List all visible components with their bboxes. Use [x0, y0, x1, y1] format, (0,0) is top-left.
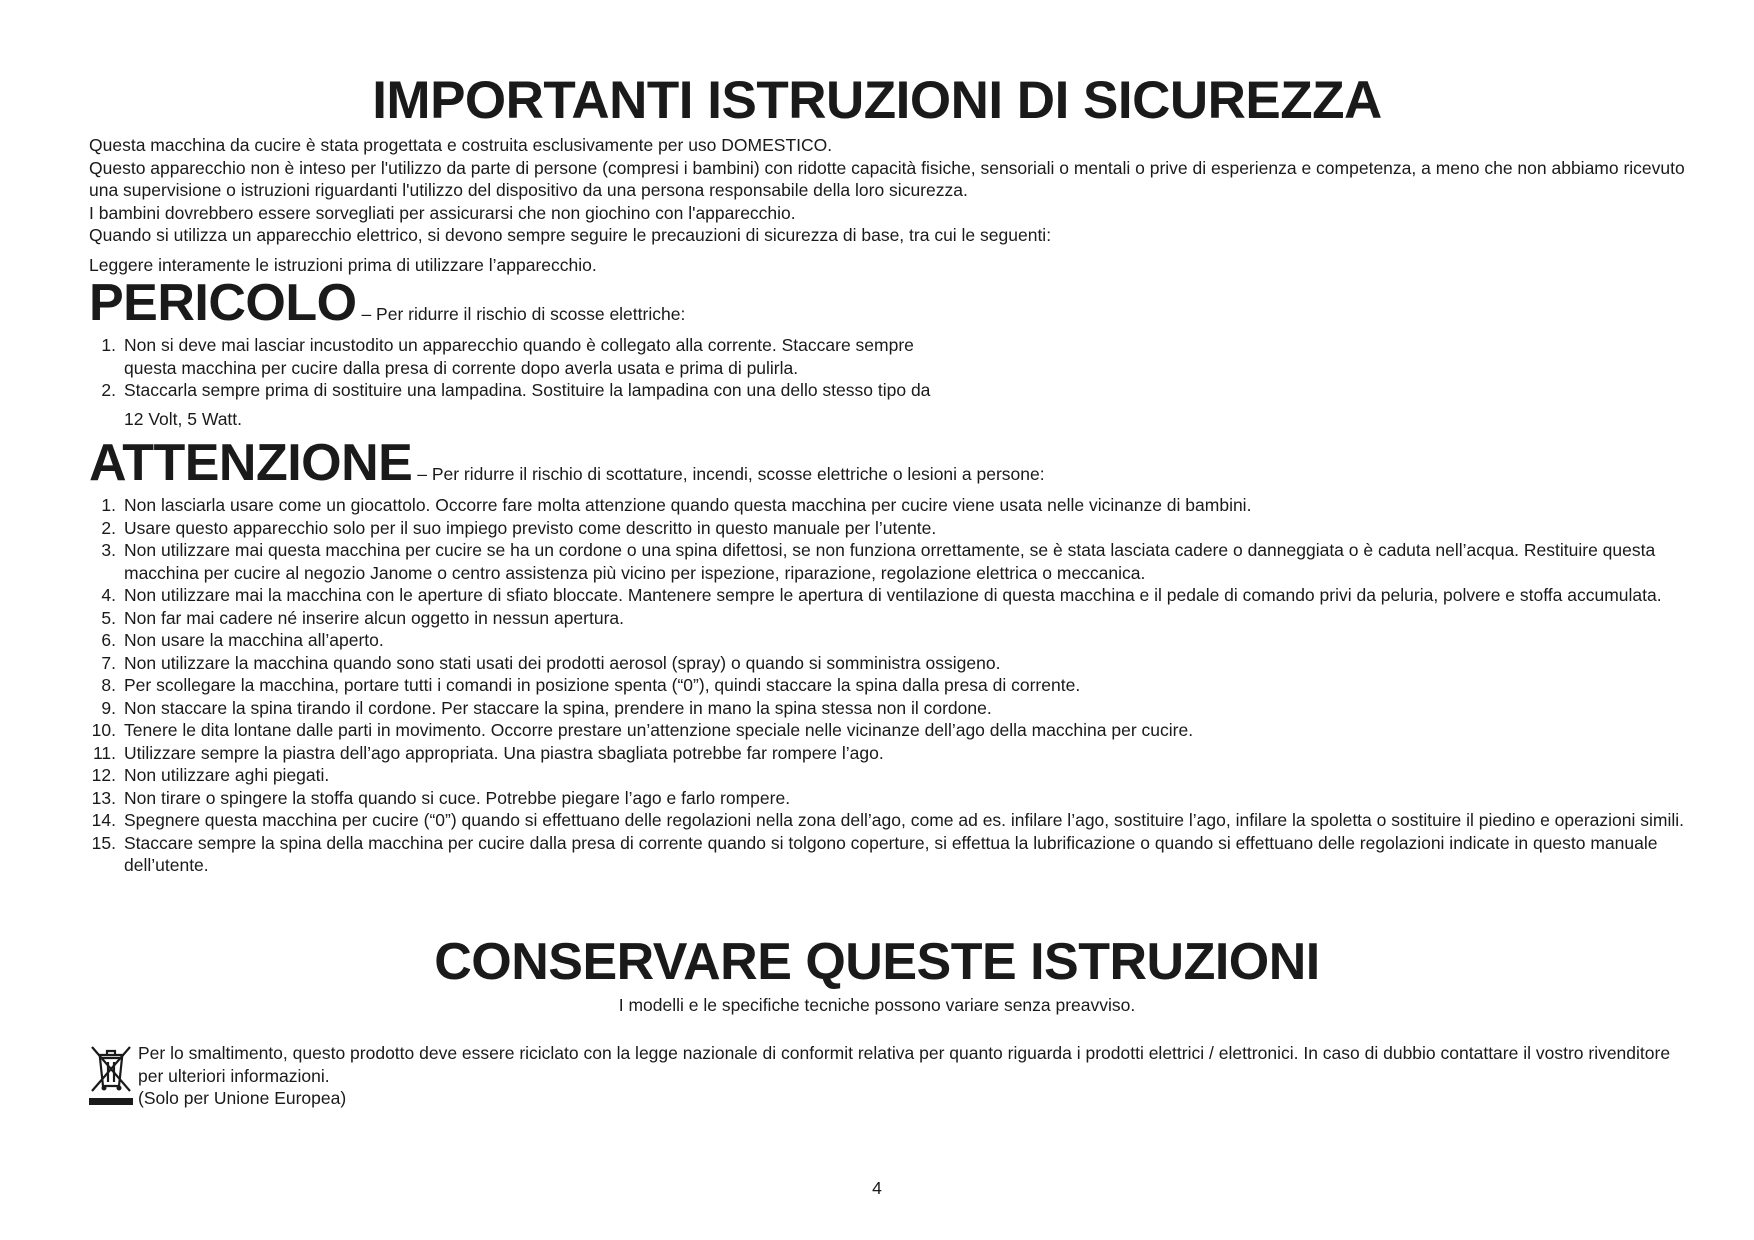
attenzione-subtitle: – Per ridurre il rischio di scottature, incendi, scosse elettriche o lesioni a persone: — [412, 464, 1045, 484]
list-item — [89, 832, 1689, 877]
list-item — [89, 742, 1689, 765]
item-number: 1. — [101, 495, 116, 515]
list-item — [89, 764, 1689, 787]
list-item — [89, 629, 1689, 652]
specs-note: I modelli e le specifiche tecniche possono variare senza preavviso. — [618, 995, 1136, 1015]
item-text: Non utilizzare mai questa macchina per cucire se ha un cordone o una spina difettosi, se non funziona orrettamente, se è stata lasciata cadere o danneggiata o è caduta nell’acqua. Restituire questa macchina per cucire al negozio Janome o centro assistenza più vicino per ispezione, riparazione, regolazione elettrica o meccanica. — [124, 540, 1656, 583]
disposal-section — [89, 1042, 1689, 1110]
page-number: 4 — [872, 1178, 882, 1198]
list-item — [89, 652, 1689, 675]
item-number: 12. — [91, 765, 116, 785]
item-number: 5. — [101, 607, 116, 628]
attenzione-heading — [89, 434, 1045, 503]
disposal-recycling: Per lo smaltimento, questo prodotto deve essere riciclato con la legge nazionale di conformit relativa per quanto riguarda i prodotti elettrici / elettronici. In caso di dubbio contattare il vostro rivenditore per ulteriori informazioni. — [138, 1043, 1671, 1086]
intro-domestic-use: Questa macchina da cucire è stata progettata e costruita esclusivamente per uso DOMESTICO. — [89, 135, 833, 155]
intro-supervision: Questo apparecchio non è inteso per l'utilizzo da parte di persone (compresi i bambini) con ridotte capacità fisiche, sensoriali o mentali o prive di esperienza e competenza, a meno che non abbiamo ricevuto una supervisione o istruzioni riguardanti l'utilizzo del dispositivo da una persona responsabile della loro sicurezza. — [89, 157, 1685, 200]
item-number: 15. — [91, 832, 116, 853]
disposal-text — [138, 1042, 1689, 1110]
list-item — [89, 809, 1689, 832]
pericolo-subtitle: – Per ridurre il rischio di scosse elettriche: — [356, 304, 686, 324]
weee-crossed-bin-icon — [89, 1044, 133, 1106]
pericolo-heading-text: PERICOLO — [89, 274, 357, 332]
list-item — [89, 607, 1689, 630]
list-item — [89, 334, 1689, 379]
item-text: Usare questo apparecchio solo per il suo impiego previsto come descritto in questo manuale per l’utente. — [124, 517, 937, 538]
item-number: 11. — [92, 742, 116, 763]
item-text: Non utilizzare la macchina quando sono stati usati dei prodotti aerosol (spray) o quando si somministra ossigeno. — [124, 652, 1001, 673]
save-instructions-title: CONSERVARE QUESTE ISTRUZIONI — [434, 933, 1320, 991]
list-item — [89, 787, 1689, 810]
item-text: Non far mai cadere né inserire alcun oggetto in nessun apertura. — [124, 607, 625, 628]
item-number: 6. — [101, 630, 116, 650]
intro-children: I bambini dovrebbero essere sorvegliati per assicurarsi che non giochino con l'apparecchio. — [89, 202, 796, 223]
item-number: 3. — [101, 540, 116, 560]
item-number: 8. — [101, 675, 116, 695]
item-text: Non lasciarla usare come un giocattolo. Occorre fare molta attenzione quando questa macchina per cucire viene usata nelle vicinanze di bambini. — [124, 495, 1252, 515]
list-item — [89, 719, 1689, 742]
list-item — [89, 494, 1689, 517]
item-number: 1. — [101, 335, 116, 355]
pericolo-heading — [89, 274, 685, 343]
page-title: IMPORTANTI ISTRUZIONI DI SICUREZZA — [372, 71, 1382, 130]
pericolo-list — [89, 334, 1689, 430]
item-text: Tenere le dita lontane dalle parti in movimento. Occorre prestare un’attenzione speciale nelle vicinanze dell’ago della macchina per cucire. — [124, 720, 1194, 740]
item-number: 7. — [101, 652, 116, 673]
item-text: Spegnere questa macchina per cucire (“0”) quando si effettuano delle regolazioni nella zona dell’ago, come ad es. infilare l’ago, sostituire l’ago, infilare la spoletta o sostituire il piedino e operazioni simili. — [124, 810, 1685, 830]
intro-precautions: Quando si utilizza un apparecchio elettrico, si devono sempre seguire le precauzioni di sicurezza di base, tra cui le seguenti: — [89, 225, 1052, 245]
item-number: 10. — [91, 720, 116, 740]
item-text: Per scollegare la macchina, portare tutti i comandi in posizione spenta (“0”), quindi staccare la spina dalla presa di corrente. — [124, 675, 1081, 695]
item-number: 2. — [101, 380, 116, 400]
item-text-continued: questa macchina per cucire dalla presa di corrente dopo averla usata e prima di pulirla. — [124, 357, 799, 378]
item-number: 2. — [101, 517, 116, 538]
item-text: Utilizzare sempre la piastra dell’ago appropriata. Una piastra sbagliata potrebbe far rompere l’ago. — [124, 742, 884, 763]
attenzione-list — [89, 494, 1689, 877]
list-item — [89, 517, 1689, 540]
item-text: Non tirare o spingere la stoffa quando si cuce. Potrebbe piegare l’ago e farlo rompere. — [124, 787, 791, 808]
list-item — [89, 379, 1689, 430]
item-text: Non utilizzare aghi piegati. — [124, 765, 330, 785]
item-text-continued: 12 Volt, 5 Watt. — [124, 408, 243, 429]
disposal-eu-only: (Solo per Unione Europea) — [138, 1088, 347, 1108]
attenzione-heading-text: ATTENZIONE — [89, 434, 413, 492]
item-text: Non usare la macchina all’aperto. — [124, 630, 384, 650]
item-text: Staccare sempre la spina della macchina per cucire dalla presa di corrente quando si tolgono coperture, si effettua la lubrificazione o quando si effettuano delle regolazioni indicate in questo manuale dell’utente. — [124, 832, 1658, 875]
item-text: Non utilizzare mai la macchina con le aperture di sfiato bloccate. Mantenere sempre le apertura di ventilazione di questa macchina e il pedale di comando privi da peluria, polvere e stoffa accumulata. — [124, 585, 1662, 605]
list-item — [89, 674, 1689, 697]
item-text: Staccarla sempre prima di sostituire una lampadina. Sostituire la lampadina con una dello stesso tipo da — [124, 380, 931, 400]
item-number: 13. — [91, 787, 116, 808]
intro-read-instructions: Leggere interamente le istruzioni prima di utilizzare l’apparecchio. — [89, 254, 597, 275]
list-item — [89, 539, 1689, 584]
list-item — [89, 697, 1689, 720]
item-number: 14. — [91, 810, 116, 830]
item-number: 9. — [101, 697, 116, 718]
item-text: Non staccare la spina tirando il cordone. Per staccare la spina, prendere in mano la spina stessa non il cordone. — [124, 697, 992, 718]
item-number: 4. — [101, 585, 116, 605]
item-text: Non si deve mai lasciar incustodito un apparecchio quando è collegato alla corrente. Staccare sempre — [124, 335, 914, 355]
list-item — [89, 584, 1689, 607]
intro-section — [89, 134, 1689, 276]
